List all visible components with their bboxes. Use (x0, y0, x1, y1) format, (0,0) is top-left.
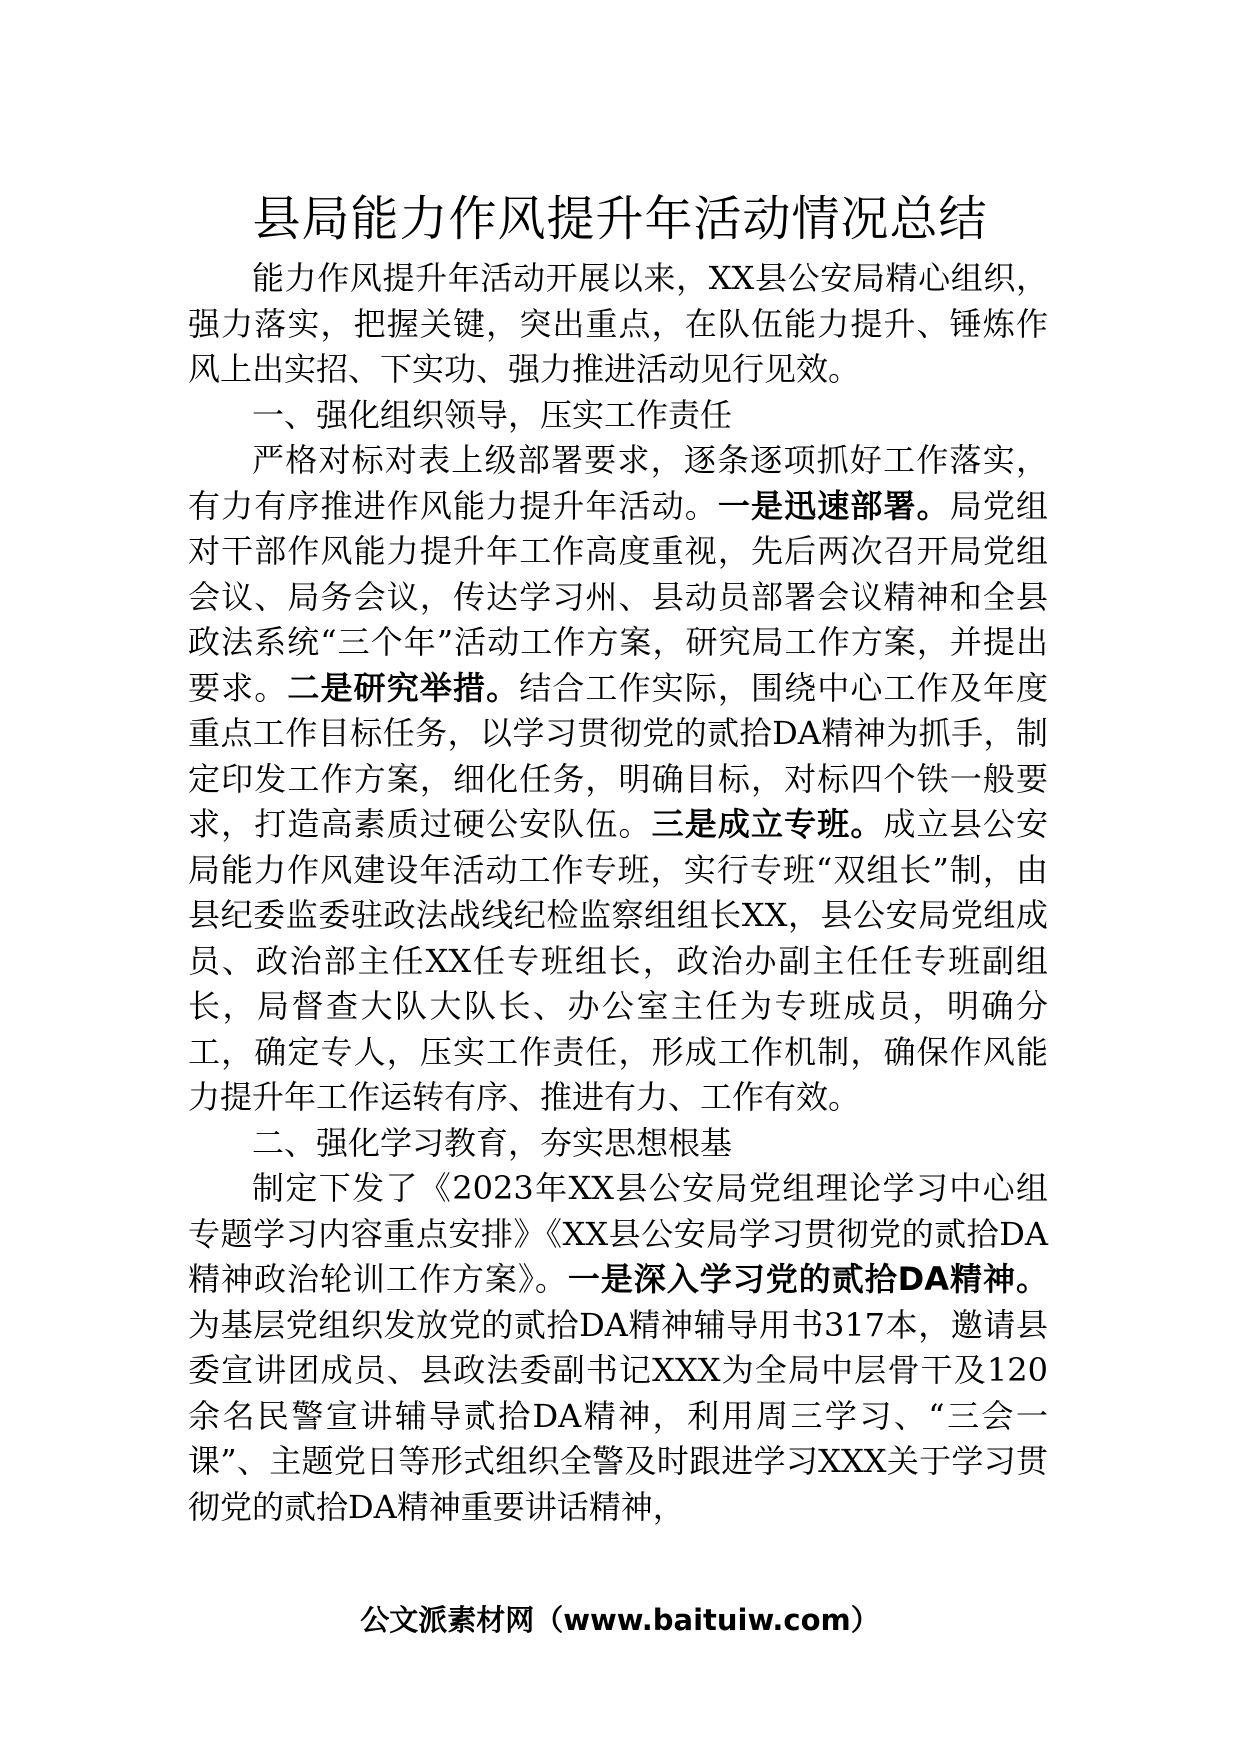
section-1-point-2-text: 结合工作实际，围绕中心工作及年度重点工作目标任务，以学习贯彻党的贰拾DA精神为抓手，制定印发工作方案，细化任务，明确目标，对标四个铁一般要求，打造高素质过硬公安队伍。 (188, 668, 1048, 843)
document-title: 县局能力作风提升年活动情况总结 (252, 191, 988, 247)
section-1-point-3-text: 成立县公安局能力作风建设年活动工作专班，实行专班“双组长”制，由县纪委监委驻政法战线纪检监察组组长XX，县公安局党组成员、政治部主任XX任专班组长，政治办副主任任专班副组长，局督查大队大队长、办公室主任为专班成员，明确分工，确定专人，压实工作责任，形成工作机制，确保作风能力提升年工作运转有序、推进有力、工作有效。 (188, 805, 1048, 1116)
section-2-point-1-text: 为基层党组织发放党的贰拾DA精神辅导用书317本，邀请县委宣讲团成员、县政法委副书记XXX为全局中层骨干及120余名民警宣讲辅导贰拾DA精神，利用周三学习、“三会一课”、主题党日等形式组织全警及时跟进学习XXX关于学习贯彻党的贰拾DA精神重要讲话精神， (188, 1305, 1048, 1526)
section-1-paragraph (188, 438, 1048, 1121)
section-2-point-1-label: 一是深入学习党的贰拾DA精神。 (567, 1260, 1048, 1298)
section-2-lead-text: 制定下发了《2023年XX县公安局党组理论学习中心组专题学习内容重点安排》《XX县公安局学习贯彻党的贰拾DA精神政治轮训工作方案》。 (188, 1169, 1048, 1298)
intro-paragraph: 能力作风提升年活动开展以来，XX县公安局精心组织，强力落实，把握关键，突出重点，在队伍能力提升、锤炼作风上出实招、下实功、强力推进活动见行见效。 (188, 259, 1048, 388)
section-1-point-1-text: 局党组对干部作风能力提升年工作高度重视，先后两次召开局党组会议、局务会议，传达学习州、县动员部署会议精神和全县政法系统“三个年”活动工作方案，研究局工作方案，并提出要求。 (188, 486, 1048, 707)
section-2-paragraph (188, 1166, 1048, 1530)
section-1-point-3-label: 三是成立专班。 (651, 805, 884, 843)
section-1-point-2-label: 二是研究举措。 (287, 668, 520, 707)
footer-source-text: 公文派素材网（www.baituiw.com） (360, 1603, 880, 1637)
section-1-point-1-label: 一是迅速部署。 (717, 486, 950, 525)
document-body (188, 256, 1048, 1530)
section-heading-1: 一、强化组织领导，压实工作责任 (252, 395, 733, 434)
section-1-lead-text: 严格对标对表上级部署要求，逐条逐项抓好工作落实，有力有序推进作风能力提升年活动。 (188, 441, 1048, 525)
section-heading-2: 二、强化学习教育，夯实思想根基 (252, 1123, 733, 1162)
